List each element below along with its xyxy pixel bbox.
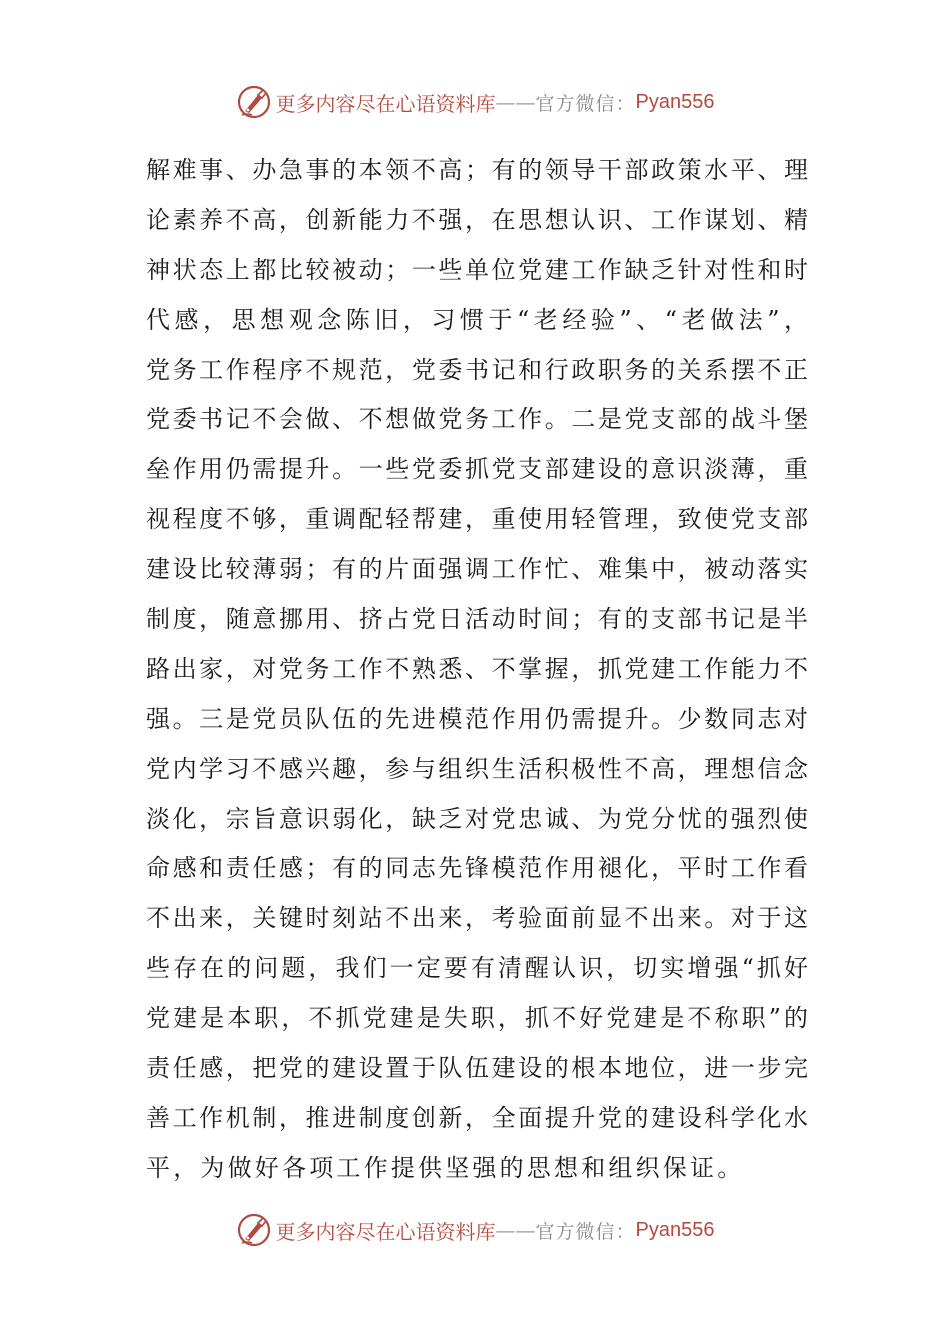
body-line: 神状态上都比较被动；一些单位党建工作缺乏针对性和时 xyxy=(146,255,808,284)
document-body xyxy=(146,146,808,1194)
body-line: 路出家，对党务工作不熟悉、不掌握，抓党建工作能力不 xyxy=(146,654,808,683)
body-line: 代感，思想观念陈旧，习惯于“老经验”、“老做法”， xyxy=(146,305,808,334)
body-line: 善工作机制，推进制度创新，全面提升党的建设科学化水 xyxy=(146,1103,808,1132)
body-line: 论素养不高，创新能力不强，在思想认识、工作谋划、精 xyxy=(146,205,808,234)
banner-wechat-label: 官方微信： xyxy=(535,1220,636,1243)
body-line: 党内学习不感兴趣，参与组织生活积极性不高，理想信念 xyxy=(146,754,808,783)
body-line: 强。三是党员队伍的先进模范作用仍需提升。少数同志对 xyxy=(146,704,808,733)
banner-wechat-id: Pyan556 xyxy=(635,90,715,113)
banner-dash: —— xyxy=(495,1218,536,1242)
body-line: 解难事、办急事的本领不高；有的领导干部政策水平、理 xyxy=(146,156,808,184)
body-line: 责任感，把党的建设置于队伍建设的根本地位，进一步完 xyxy=(146,1054,808,1083)
body-line: 平，为做好各项工作提供坚强的思想和组织保证。 xyxy=(146,1153,745,1182)
banner-wechat-label: 官方微信： xyxy=(535,92,636,115)
body-line: 党务工作程序不规范，党委书记和行政职务的关系摆不正 xyxy=(146,355,808,384)
body-line: 些存在的问题，我们一定要有清醒认识，切实增强“抓好 xyxy=(146,954,808,983)
body-line: 建设比较薄弱；有的片面强调工作忙、难集中，被动落实 xyxy=(146,555,808,584)
body-line: 党委书记不会做、不想做党务工作。二是党支部的战斗堡 xyxy=(146,405,808,434)
banner-wechat-id: Pyan556 xyxy=(635,1218,715,1241)
banner-brand-text: 更多内容尽在心语资料库 xyxy=(275,91,496,116)
body-line: 党建是本职，不抓党建是失职，抓不好党建是不称职”的 xyxy=(146,1004,808,1033)
body-line: 制度，随意挪用、挤占党日活动时间；有的支部书记是半 xyxy=(146,605,808,634)
body-line: 垒作用仍需提升。一些党委抓党支部建设的意识淡薄，重 xyxy=(146,455,808,484)
banner-brand-text: 更多内容尽在心语资料库 xyxy=(275,1219,496,1244)
pen-nib-logo-icon xyxy=(236,84,272,120)
body-line: 不出来，关键时刻站不出来，考验面前显不出来。对于这 xyxy=(146,904,808,933)
body-line: 命感和责任感；有的同志先锋模范作用褪化，平时工作看 xyxy=(146,854,808,883)
footer-banner xyxy=(0,1208,950,1252)
body-line: 淡化，宗旨意识弱化，缺乏对党忠诚、为党分忧的强烈使 xyxy=(146,804,808,833)
banner-dash: —— xyxy=(495,90,536,114)
body-line: 视程度不够，重调配轻帮建，重使用轻管理，致使党支部 xyxy=(146,505,808,534)
pen-nib-logo-icon xyxy=(236,1212,272,1248)
header-banner xyxy=(0,80,950,124)
